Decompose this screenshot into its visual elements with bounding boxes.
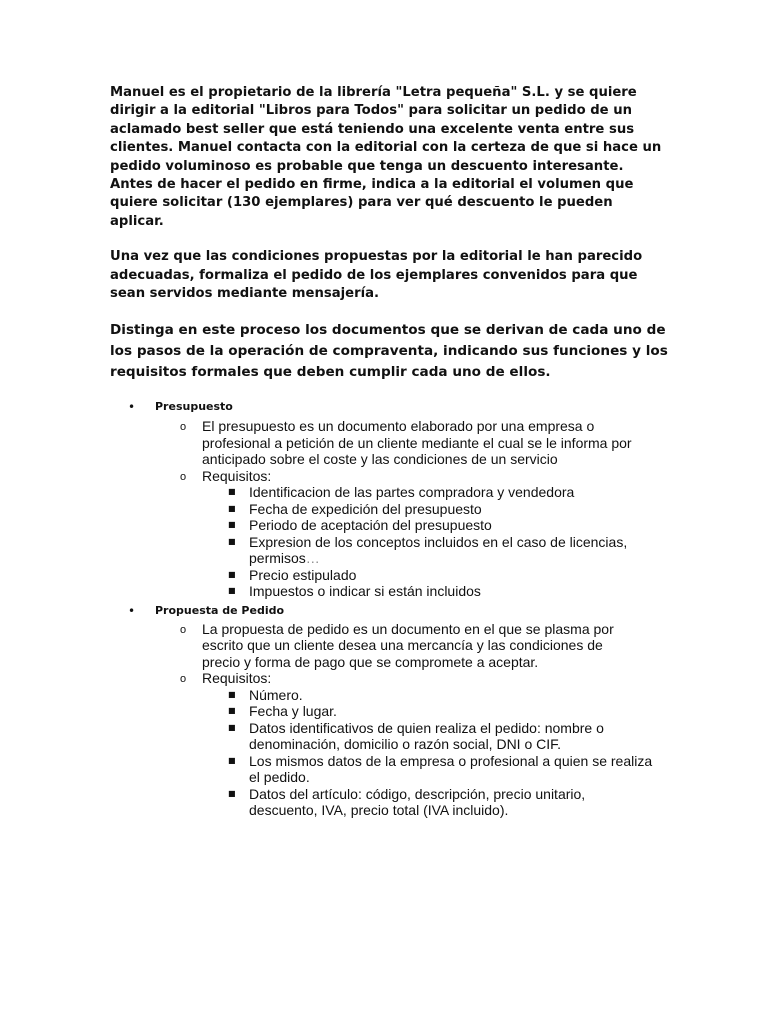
question-paragraph: Distinga en este proceso los documentos que se derivan de cada uno de los pasos de la operación de compraventa, indicando sus funciones y los requisitos formales que deben cumplir cada uno de ellos. xyxy=(110,322,668,381)
square-bullet-icon: ■ xyxy=(228,536,236,546)
definition-text: La propuesta de pedido es un documento en el que se plasma por escrito que un cliente desea una mercancía y las condiciones de precio y forma de pago que se compromete a aceptar. xyxy=(202,620,614,670)
requirement-text: Fecha y lugar. xyxy=(249,703,337,719)
square-bullet-icon: ■ xyxy=(228,788,236,798)
list-item xyxy=(110,687,670,704)
requirement-text: Periodo de aceptación del presupuesto xyxy=(249,517,492,533)
square-bullet-icon: ■ xyxy=(228,706,236,715)
list-item xyxy=(110,484,670,501)
requirement-text: Identificacion de las partes compradora y vendedora xyxy=(249,484,575,500)
square-bullet-icon: ■ xyxy=(228,487,236,496)
requisitos-label: Requisitos: xyxy=(202,467,272,484)
list-item xyxy=(110,583,670,600)
square-bullet-icon: ■ xyxy=(228,586,236,595)
requirement-text: Datos del artículo: código, descripción, precio unitario, descuento, IVA, precio total (IVA incluido). xyxy=(249,785,586,818)
conditions-paragraph: Una vez que las condiciones propuestas por la editorial le han parecido adecuadas, formaliza el pedido de los ejemplares convenidos para que sean servidos mediante mensajería. xyxy=(110,249,643,302)
requirement-text: Los mismos datos de la empresa o profesional a quien se realiza el pedido. xyxy=(249,752,653,785)
list-item-requisitos xyxy=(110,468,670,485)
square-bullet-icon: ■ xyxy=(228,520,236,529)
requirement-text: Expresion de los conceptos incluidos en el caso de licencias, permisos xyxy=(249,533,628,566)
list-item xyxy=(110,534,670,567)
bullet-icon: • xyxy=(128,400,136,414)
circle-bullet-icon: o xyxy=(180,421,187,433)
list-item-propuesta-de-pedido xyxy=(110,602,670,620)
definition-text: El presupuesto es un documento elaborado por una empresa o profesional a petición de un cliente mediante el cual se le informa por anticipado sobre el coste y las condiciones de un servicio xyxy=(202,418,632,467)
list-item xyxy=(110,517,670,534)
requisitos-label: Requisitos: xyxy=(202,670,272,686)
square-bullet-icon: ■ xyxy=(228,755,236,765)
bullet-icon: • xyxy=(128,603,136,618)
list-item-requisitos xyxy=(110,670,670,687)
document-page xyxy=(110,84,670,818)
square-bullet-icon: ■ xyxy=(228,689,236,699)
list-item xyxy=(110,753,670,786)
square-bullet-icon: ■ xyxy=(228,722,236,732)
requirement-text: Impuestos o indicar si están incluidos xyxy=(249,583,481,599)
list-item xyxy=(110,720,670,753)
circle-bullet-icon: o xyxy=(180,623,187,636)
list-item xyxy=(110,703,670,720)
ellipsis-text: … xyxy=(305,550,320,566)
list-item xyxy=(110,567,670,584)
square-bullet-icon: ■ xyxy=(228,569,236,579)
circle-bullet-icon: o xyxy=(180,470,187,483)
requirement-text: Número. xyxy=(249,686,303,703)
section-title: Presupuesto xyxy=(155,400,233,413)
circle-bullet-icon: o xyxy=(180,673,187,685)
requirement-text: Precio estipulado xyxy=(249,566,357,583)
list-item-presupuesto xyxy=(110,398,670,416)
square-bullet-icon: ■ xyxy=(228,503,236,513)
answer-list xyxy=(110,398,670,819)
requirement-text: Fecha de expedición del presupuesto xyxy=(249,500,482,517)
section-title: Propuesta de Pedido xyxy=(155,603,285,617)
list-item-definition xyxy=(110,418,670,468)
requirement-text-wrap xyxy=(249,534,649,567)
intro-paragraph: Manuel es el propietario de la librería "Letra pequeña" S.L. y se quiere dirigir a la editorial "Libros para Todos" para solicitar un pedido de un aclamado best seller que está teniendo una excelente venta entre sus clientes. Manuel contacta con la editorial con la certeza de que si hace un pedido voluminoso es probable que tenga un descuento interesante. Antes de hacer el pedido en firme, indica a la editorial el volumen que quiere solicitar (130 ejemplares) para ver qué descuento le pueden aplicar. xyxy=(110,85,662,229)
list-item-definition xyxy=(110,621,670,671)
requirement-text: Datos identificativos de quien realiza el pedido: nombre o denominación, domicilio o razón social, DNI o CIF. xyxy=(249,719,604,752)
list-item xyxy=(110,786,670,819)
list-item xyxy=(110,501,670,518)
